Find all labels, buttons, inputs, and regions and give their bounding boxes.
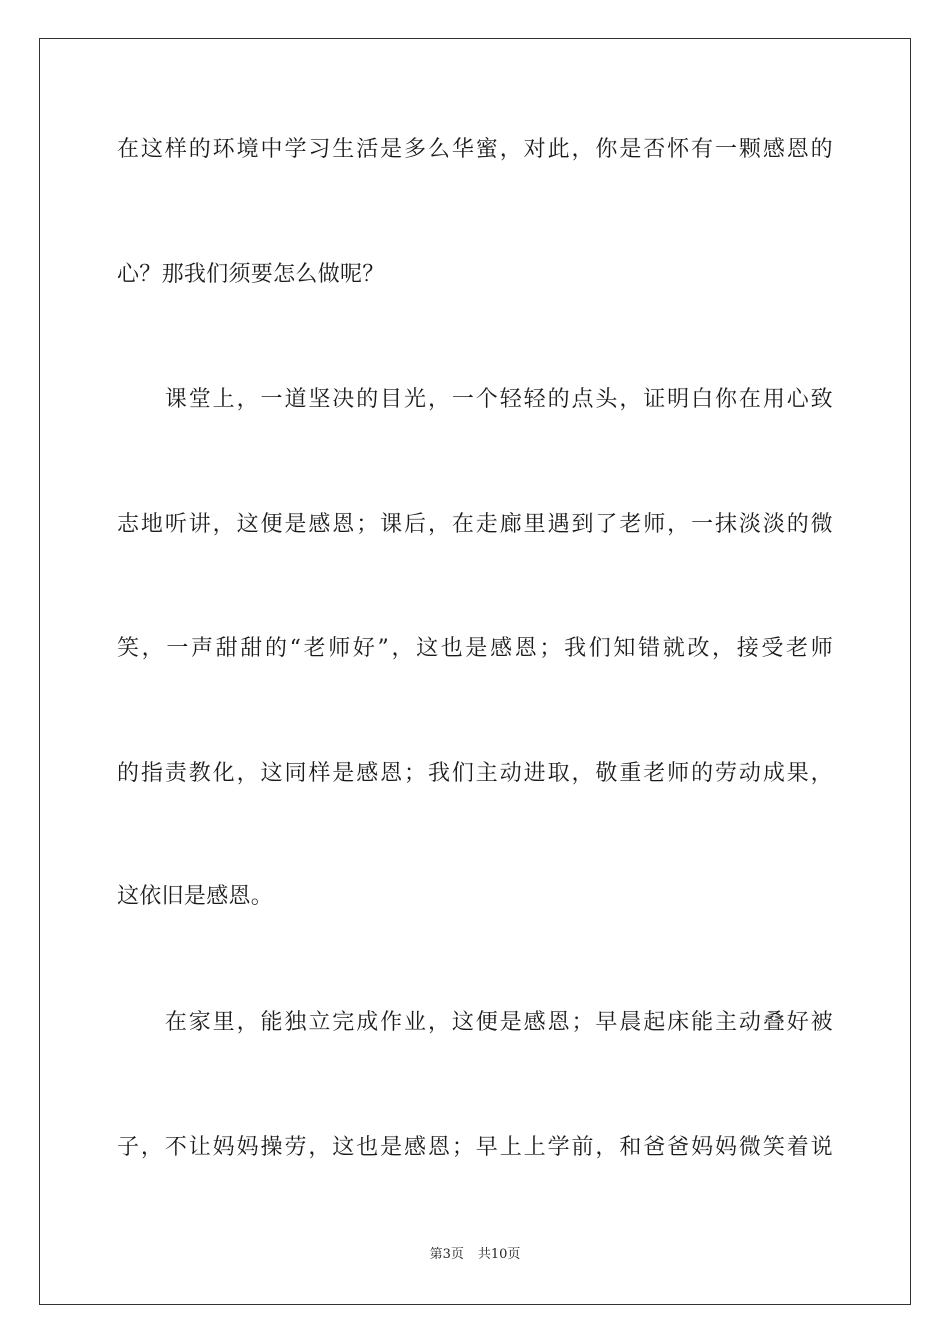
text-line: 在家里，能独立完成作业，这便是感恩；早晨起床能主动叠好被 [117, 1010, 833, 1035]
page-number: 第3页 [429, 1247, 464, 1262]
page-border [39, 38, 911, 1305]
text-line: 的指责教化，这同样是感恩；我们主动进取，敬重老师的劳动成果， [117, 761, 833, 786]
text-line: 子，不让妈妈操劳，这也是感恩；早上上学前，和爸爸妈妈微笑着说 [117, 1135, 833, 1160]
text-line: 课堂上，一道坚决的目光，一个轻轻的点头，证明白你在用心致 [117, 387, 833, 412]
text-line: 笑，一声甜甜的“老师好”，这也是感恩；我们知错就改，接受老师 [117, 636, 833, 661]
page-total: 共10页 [477, 1247, 521, 1262]
page-footer [0, 1246, 950, 1264]
text-line: 在这样的环境中学习生活是多么华蜜，对此，你是否怀有一颗感恩的 [117, 137, 833, 162]
text-line: 这依旧是感恩。 [117, 884, 274, 909]
text-line: 志地听讲，这便是感恩；课后，在走廊里遇到了老师，一抹淡淡的微 [117, 512, 833, 537]
text-line: 心？那我们须要怎么做呢？ [117, 262, 385, 287]
